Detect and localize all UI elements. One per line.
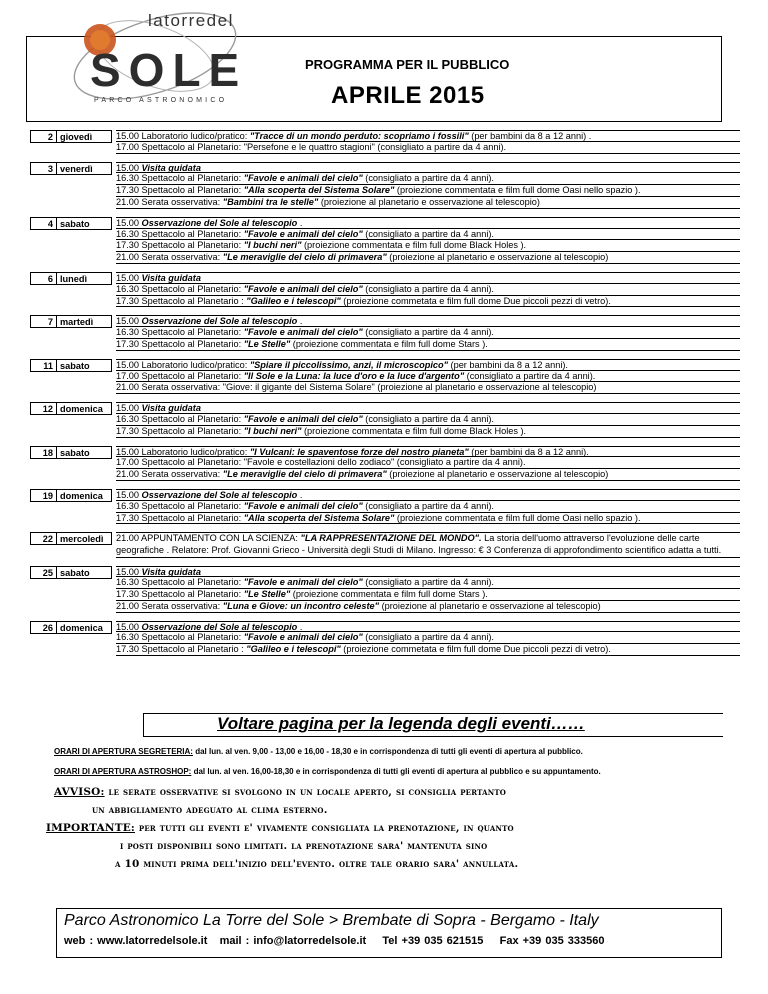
importante-line2: i posti disponibili sono limitati. la prenotazione sara' mantenuta sino: [120, 840, 488, 852]
event-text: (proiezione al planetario e osservazione al telescopio): [318, 196, 540, 207]
event-text: 16.30 Spettacolo al Planetario:: [116, 500, 244, 511]
event-line: [116, 197, 740, 209]
event-weekday: domenica: [60, 490, 103, 501]
event-text: 16.30 Spettacolo al Planetario:: [116, 413, 244, 424]
event-weekday: martedì: [60, 317, 94, 328]
event-weekday: lunedì: [60, 273, 88, 284]
event-line: [116, 327, 740, 339]
footer-web[interactable]: web : www.latorredelsole.it: [64, 935, 208, 947]
event-line: [116, 284, 740, 296]
event-weekday: sabato: [60, 360, 90, 371]
event-text: 17.00 Spettacolo al Planetario:: [116, 370, 244, 381]
event-text: full dome: [429, 240, 467, 251]
event-date-box: [30, 402, 112, 415]
event-line: [116, 644, 740, 656]
event-date-box: [30, 489, 112, 502]
event-date: [30, 217, 112, 264]
event-text: "Alla scoperta del Sistema Solare": [243, 512, 395, 523]
footer-fax: Fax +39 035 333560: [499, 935, 605, 947]
event-text: Stars: [455, 338, 480, 349]
event-text: full dome: [429, 425, 467, 436]
event-text: 21.00 Serata osservativa:: [116, 382, 223, 393]
event-text: 17.30 Spettacolo al Planetario :: [116, 295, 247, 306]
event-text: Oasi nello spazio: [559, 512, 633, 523]
event-line: [116, 173, 740, 185]
event-text: 15.00: [116, 316, 142, 327]
event-text: 21.00 Serata osservativa:: [116, 600, 223, 611]
event-text: ).: [479, 338, 488, 349]
event-text: "Alla scoperta del Sistema Solare": [243, 185, 395, 196]
logo-main-text: SOLE: [90, 44, 248, 96]
event-weekday: venerdì: [60, 163, 93, 174]
event-text: (per bambini da 8 a 12 anni).: [468, 446, 589, 457]
event-text: Black Holes: [466, 240, 518, 251]
event-line: [116, 621, 740, 633]
event-line: [116, 240, 740, 252]
event-text: .: [297, 217, 303, 228]
event-text: .: [297, 316, 303, 327]
event-text: (proiezione commentata e film: [301, 240, 430, 251]
event-text: (per bambini da 8 a 12 anni: [468, 131, 584, 141]
event-line: [116, 402, 740, 414]
event-text: (consigliato a partire da 4 anni).: [362, 500, 494, 511]
event-text: 15.00 Laboratorio ludico/pratico:: [116, 131, 250, 141]
event-text: 21.00 Serata osservativa:: [116, 252, 223, 263]
event-text: Visita guidata: [141, 162, 201, 173]
event-row: [30, 162, 740, 209]
event-row: [30, 489, 740, 524]
events-schedule: [30, 130, 740, 664]
event-line: [116, 315, 740, 327]
event-text: ).: [632, 512, 641, 523]
event-day-number: 3: [31, 163, 57, 174]
event-date: [30, 402, 112, 437]
event-text: "Favole e animali del cielo": [243, 173, 363, 184]
event-lines: [112, 162, 740, 209]
event-text: (proiezione commentata e film: [394, 185, 523, 196]
event-date-box: [30, 272, 112, 285]
event-text: 15.00: [116, 489, 142, 500]
event-text: € 3 Conferenza di approfondimento scientifico adatta a tutti.: [476, 544, 722, 555]
event-day-number: 2: [31, 131, 57, 142]
event-text: (proiezione commetata e film: [340, 644, 464, 655]
event-date-box: [30, 315, 112, 328]
event-row: [30, 566, 740, 613]
event-text: ).: [517, 240, 527, 251]
event-text: 17.30 Spettacolo al Planetario:: [116, 589, 244, 600]
event-text: (consigliato a partire da 4 anni).: [362, 632, 494, 643]
importante-line3: a 10 minuti prima dell'inizio dell'evento. oltre tale orario sara' annullata.: [115, 858, 519, 870]
event-text: "I Vulcani: le spaventose forze del nostro pianeta": [249, 446, 469, 457]
event-text: Due piccoli pezzi di vetro: [501, 644, 606, 655]
event-text: .: [164, 544, 172, 555]
event-text: 15.00: [116, 403, 142, 414]
event-day-number: 26: [31, 622, 57, 633]
event-text: "Persefone e le quattro stagioni": [243, 141, 375, 152]
event-line: [116, 501, 740, 513]
event-date: [30, 162, 112, 209]
event-text: "Favole e animali del cielo": [243, 228, 363, 239]
event-lines: [112, 130, 740, 154]
event-text: "Le meraviglie del cielo di primavera": [222, 469, 387, 480]
event-text: (proiezione commentata e film: [290, 338, 419, 349]
avviso-text-1: le serate osservative si svolgono in un locale aperto, si consiglia pertanto: [104, 786, 507, 798]
event-text: 16.30 Spettacolo al Planetario:: [116, 283, 244, 294]
footer-tel: Tel +39 035 621515: [382, 935, 484, 947]
event-day-number: 22: [31, 533, 57, 544]
event-text: ) .: [583, 131, 592, 141]
logo-top-text: latorredel: [148, 11, 234, 30]
event-lines: [112, 566, 740, 613]
event-line: [116, 566, 740, 578]
event-text: (proiezione commentata e film: [301, 425, 430, 436]
secretary-hours-key: ORARI DI APERTURA SEGRETERIA:: [54, 747, 193, 756]
event-line: [116, 142, 740, 154]
event-text: full dome: [418, 589, 456, 600]
event-text: (proiezione al planetario e osservazione al telescopio): [374, 382, 597, 393]
event-weekday: giovedì: [60, 132, 93, 142]
event-weekday: sabato: [60, 447, 90, 458]
event-text: "Le meraviglie del cielo di primavera": [222, 252, 387, 263]
event-date: [30, 566, 112, 613]
event-row: [30, 532, 740, 557]
event-text: Osservazione del Sole al telescopio: [141, 489, 298, 500]
event-text: .: [297, 621, 303, 632]
event-text: Visita guidata: [141, 403, 201, 414]
importante-line1: [46, 822, 514, 834]
event-text: 15.00: [116, 162, 142, 173]
month-title: APRILE 2015: [331, 82, 485, 109]
event-weekday: mercoledì: [60, 534, 104, 545]
event-text: (proiezione al planetario e osservazione al telescopio): [386, 469, 609, 480]
event-text: "Giove: il gigante del Sistema Solare": [222, 382, 375, 393]
torre-del-sole-logo: [60, 4, 260, 116]
event-lines: [112, 489, 740, 524]
event-row: [30, 446, 740, 481]
event-line: [116, 339, 740, 351]
event-text: (proiezione commetata e film: [340, 295, 464, 306]
event-line: [116, 217, 740, 229]
event-date-box: [30, 532, 112, 545]
event-date: [30, 532, 112, 557]
event-lines: [112, 446, 740, 481]
event-text: 17.30 Spettacolo al Planetario :: [116, 644, 247, 655]
event-text: Visita guidata: [141, 566, 201, 577]
event-text: (consigliato a partire da 4 anni).: [394, 457, 526, 468]
event-row: [30, 402, 740, 437]
event-weekday: sabato: [60, 218, 90, 229]
avviso-line1: [54, 786, 506, 798]
event-text: ).: [605, 644, 611, 655]
event-text: (proiezione al planetario e osservazione al telescopio): [386, 252, 609, 263]
event-text: Due piccoli pezzi di vetro: [501, 295, 606, 306]
avviso-line2: un abbigliamento adeguato al clima esterno.: [92, 804, 328, 816]
event-text: (consigliato a partire da 4 anni).: [362, 228, 494, 239]
event-text: (consigliato a partire da 4 anni).: [362, 173, 494, 184]
event-text: La storia dell'uomo attraverso l'evoluzione delle carte geografiche: [116, 533, 700, 555]
event-text: Prof. Giovanni Grieco - Università degli Studi di Milano.: [208, 544, 439, 555]
event-date: [30, 489, 112, 524]
event-line: [116, 446, 740, 458]
footer-contacts: [64, 935, 604, 947]
event-line: [116, 229, 740, 241]
event-text: (per bambini da 8 a 12 anni).: [447, 359, 568, 370]
event-line: [116, 252, 740, 264]
event-line: [116, 489, 740, 501]
event-text: "Galileo e i telescopi": [246, 295, 341, 306]
event-text: Osservazione del Sole al telescopio: [141, 316, 298, 327]
event-line: [116, 426, 740, 438]
event-day-number: 11: [31, 360, 57, 371]
event-text: 16.30 Spettacolo al Planetario:: [116, 577, 244, 588]
event-date: [30, 130, 112, 154]
event-weekday: sabato: [60, 567, 90, 578]
event-line: [116, 577, 740, 589]
event-text: "Favole e animali del cielo": [243, 283, 363, 294]
event-text: 15.00: [116, 621, 142, 632]
event-text: "LA RAPPRESENTAZIONE DEL MONDO".: [300, 533, 482, 544]
event-text: 21.00 Serata osservativa:: [116, 469, 223, 480]
event-text: (proiezione al planetario e osservazione al telescopio): [379, 600, 601, 611]
secretary-hours: [54, 747, 583, 756]
event-line: [116, 382, 740, 394]
event-weekday: domenica: [60, 622, 103, 633]
event-text: Oasi nello spazio: [559, 185, 633, 196]
event-text: Osservazione del Sole al telescopio: [141, 217, 298, 228]
event-text: (consigliato a partire da 4 anni).: [362, 413, 494, 424]
event-date: [30, 621, 112, 656]
footer-title: Parco Astronomico La Torre del Sole > Brembate di Sopra - Bergamo - Italy: [64, 912, 599, 929]
event-text: Black Holes: [466, 425, 518, 436]
event-text: "Luna e Giove: un incontro celeste": [222, 600, 380, 611]
event-day-number: 25: [31, 567, 57, 578]
turn-page-text: Voltare pagina per la legenda degli eventi……: [217, 714, 585, 733]
event-lines: [112, 532, 740, 557]
program-title: PROGRAMMA PER IL PUBBLICO: [305, 57, 510, 72]
shop-hours-text: dal lun. al ven. 16,00-18,30 e in corrispondenza di tutti gli eventi di apertura al pubblico e su appuntamento.: [191, 767, 601, 776]
event-text: Visita guidata: [141, 272, 201, 283]
event-text: 17.30 Spettacolo al Planetario:: [116, 512, 244, 523]
event-text: "Favole e animali del cielo": [243, 500, 363, 511]
event-text: 17.30 Spettacolo al Planetario:: [116, 240, 244, 251]
event-line: [116, 272, 740, 284]
event-text: ).: [605, 295, 611, 306]
event-lines: [112, 621, 740, 656]
event-text: full dome: [522, 185, 560, 196]
avviso-key: AVVISO:: [54, 786, 105, 798]
event-text: Relatore:: [171, 544, 209, 555]
logo-sub-text: PARCO ASTRONOMICO: [94, 97, 228, 104]
event-text: 16.30 Spettacolo al Planetario:: [116, 173, 244, 184]
event-text: full dome: [418, 338, 456, 349]
event-line: [116, 532, 740, 557]
event-line: [116, 359, 740, 371]
event-text: (consigliato a partire da 4 anni).: [374, 141, 507, 152]
event-text: full dome: [463, 644, 502, 655]
event-text: Osservazione del Sole al telescopio: [141, 621, 298, 632]
event-date: [30, 315, 112, 350]
event-text: .: [297, 489, 303, 500]
event-text: "Il Sole e la Luna: la luce d'oro e la luce d'argento": [243, 370, 465, 381]
event-date-box: [30, 217, 112, 230]
event-date-box: [30, 621, 112, 634]
footer-mail[interactable]: mail : info@latorredelsole.it: [219, 935, 367, 947]
event-line: [116, 414, 740, 426]
event-line: [116, 469, 740, 481]
event-date-box: [30, 566, 112, 579]
event-date: [30, 446, 112, 481]
event-text: 15.00 Laboratorio ludico/pratico:: [116, 359, 250, 370]
event-text: ).: [479, 589, 488, 600]
event-text: 17.00 Spettacolo al Planetario:: [116, 141, 244, 152]
event-line: [116, 185, 740, 197]
event-text: "I buchi neri": [243, 425, 302, 436]
event-text: "Favole e animali del cielo": [243, 413, 363, 424]
event-text: ).: [517, 425, 527, 436]
event-line: [116, 589, 740, 601]
event-text: "Favole e animali del cielo": [243, 577, 363, 588]
event-text: Ingresso:: [438, 544, 477, 555]
event-text: 17.30 Spettacolo al Planetario:: [116, 425, 244, 436]
event-text: 21.00 APPUNTAMENTO CON LA SCIENZA:: [116, 533, 301, 544]
event-line: [116, 632, 740, 644]
event-text: (consigliato a partire da 4 anni).: [464, 370, 596, 381]
event-text: 16.30 Spettacolo al Planetario:: [116, 632, 244, 643]
event-text: "Le Stelle": [243, 338, 291, 349]
event-text: 16.30 Spettacolo al Planetario:: [116, 228, 244, 239]
event-text: full dome: [522, 512, 560, 523]
event-row: [30, 621, 740, 656]
event-weekday: domenica: [60, 404, 103, 415]
event-row: [30, 359, 740, 394]
event-text: Stars: [455, 589, 480, 600]
importante-text-1: per tutti gli eventi e' vivamente consigliata la prenotazione, in quanto: [135, 822, 514, 834]
event-text: (consigliato a partire da 4 anni).: [362, 283, 494, 294]
event-text: "Spiare il piccolissimo, anzi, il microscopico": [249, 359, 448, 370]
event-day-number: 19: [31, 490, 57, 501]
event-line: [116, 296, 740, 308]
event-date-box: [30, 130, 112, 143]
event-day-number: 18: [31, 447, 57, 458]
event-line: [116, 130, 740, 142]
event-date: [30, 272, 112, 307]
event-text: 15.00 Laboratorio ludico/pratico:: [116, 446, 250, 457]
event-line: [116, 513, 740, 525]
event-line: [116, 457, 740, 469]
importante-key: IMPORTANTE:: [46, 822, 135, 834]
event-text: (consigliato a partire da 4 anni).: [362, 327, 494, 338]
event-day-number: 12: [31, 403, 57, 414]
event-text: (proiezione commentata e film: [394, 512, 523, 523]
event-text: (consigliato a partire da 4 anni).: [362, 577, 494, 588]
event-text: "Le Stelle": [243, 589, 291, 600]
event-date: [30, 359, 112, 394]
event-text: "Bambini tra le stelle": [222, 196, 319, 207]
event-lines: [112, 272, 740, 307]
event-text: 17.30 Spettacolo al Planetario:: [116, 338, 244, 349]
event-day-number: 7: [31, 316, 57, 327]
event-text: "Favole e costellazioni dello zodiaco": [243, 457, 395, 468]
event-text: 17.30 Spettacolo al Planetario:: [116, 185, 244, 196]
event-text: "Galileo e i telescopi": [246, 644, 341, 655]
event-date-box: [30, 359, 112, 372]
event-line: [116, 371, 740, 383]
event-lines: [112, 359, 740, 394]
event-row: [30, 130, 740, 154]
event-text: (proiezione commentata e film: [290, 589, 419, 600]
event-text: "Favole e animali del cielo": [243, 632, 363, 643]
event-text: ).: [632, 185, 641, 196]
event-text: 17.00 Spettacolo al Planetario:: [116, 457, 244, 468]
event-text: full dome: [463, 295, 502, 306]
event-text: 15.00: [116, 272, 142, 283]
event-lines: [112, 217, 740, 264]
event-day-number: 6: [31, 273, 57, 284]
event-lines: [112, 402, 740, 437]
event-text: 21.00 Serata osservativa:: [116, 196, 223, 207]
shop-hours: [54, 767, 601, 776]
event-text: 15.00: [116, 566, 142, 577]
event-line: [116, 162, 740, 174]
event-text: "Tracce di un mondo perduto: scopriamo i fossili": [249, 131, 469, 141]
event-date-box: [30, 446, 112, 459]
event-text: "Favole e animali del cielo": [243, 327, 363, 338]
event-line: [116, 601, 740, 613]
event-row: [30, 217, 740, 264]
event-date-box: [30, 162, 112, 175]
event-row: [30, 272, 740, 307]
event-lines: [112, 315, 740, 350]
event-text: "I buchi neri": [243, 240, 302, 251]
shop-hours-key: ORARI DI APERTURA ASTROSHOP:: [54, 767, 192, 776]
event-text: 15.00: [116, 217, 142, 228]
event-day-number: 4: [31, 218, 57, 229]
event-text: 16.30 Spettacolo al Planetario:: [116, 327, 244, 338]
event-row: [30, 315, 740, 350]
secretary-hours-text: dal lun. al ven. 9,00 - 13,00 e 16,00 - 18,30 e in corrispondenza di tutti gli eventi di apertura al pubblico.: [192, 747, 583, 756]
